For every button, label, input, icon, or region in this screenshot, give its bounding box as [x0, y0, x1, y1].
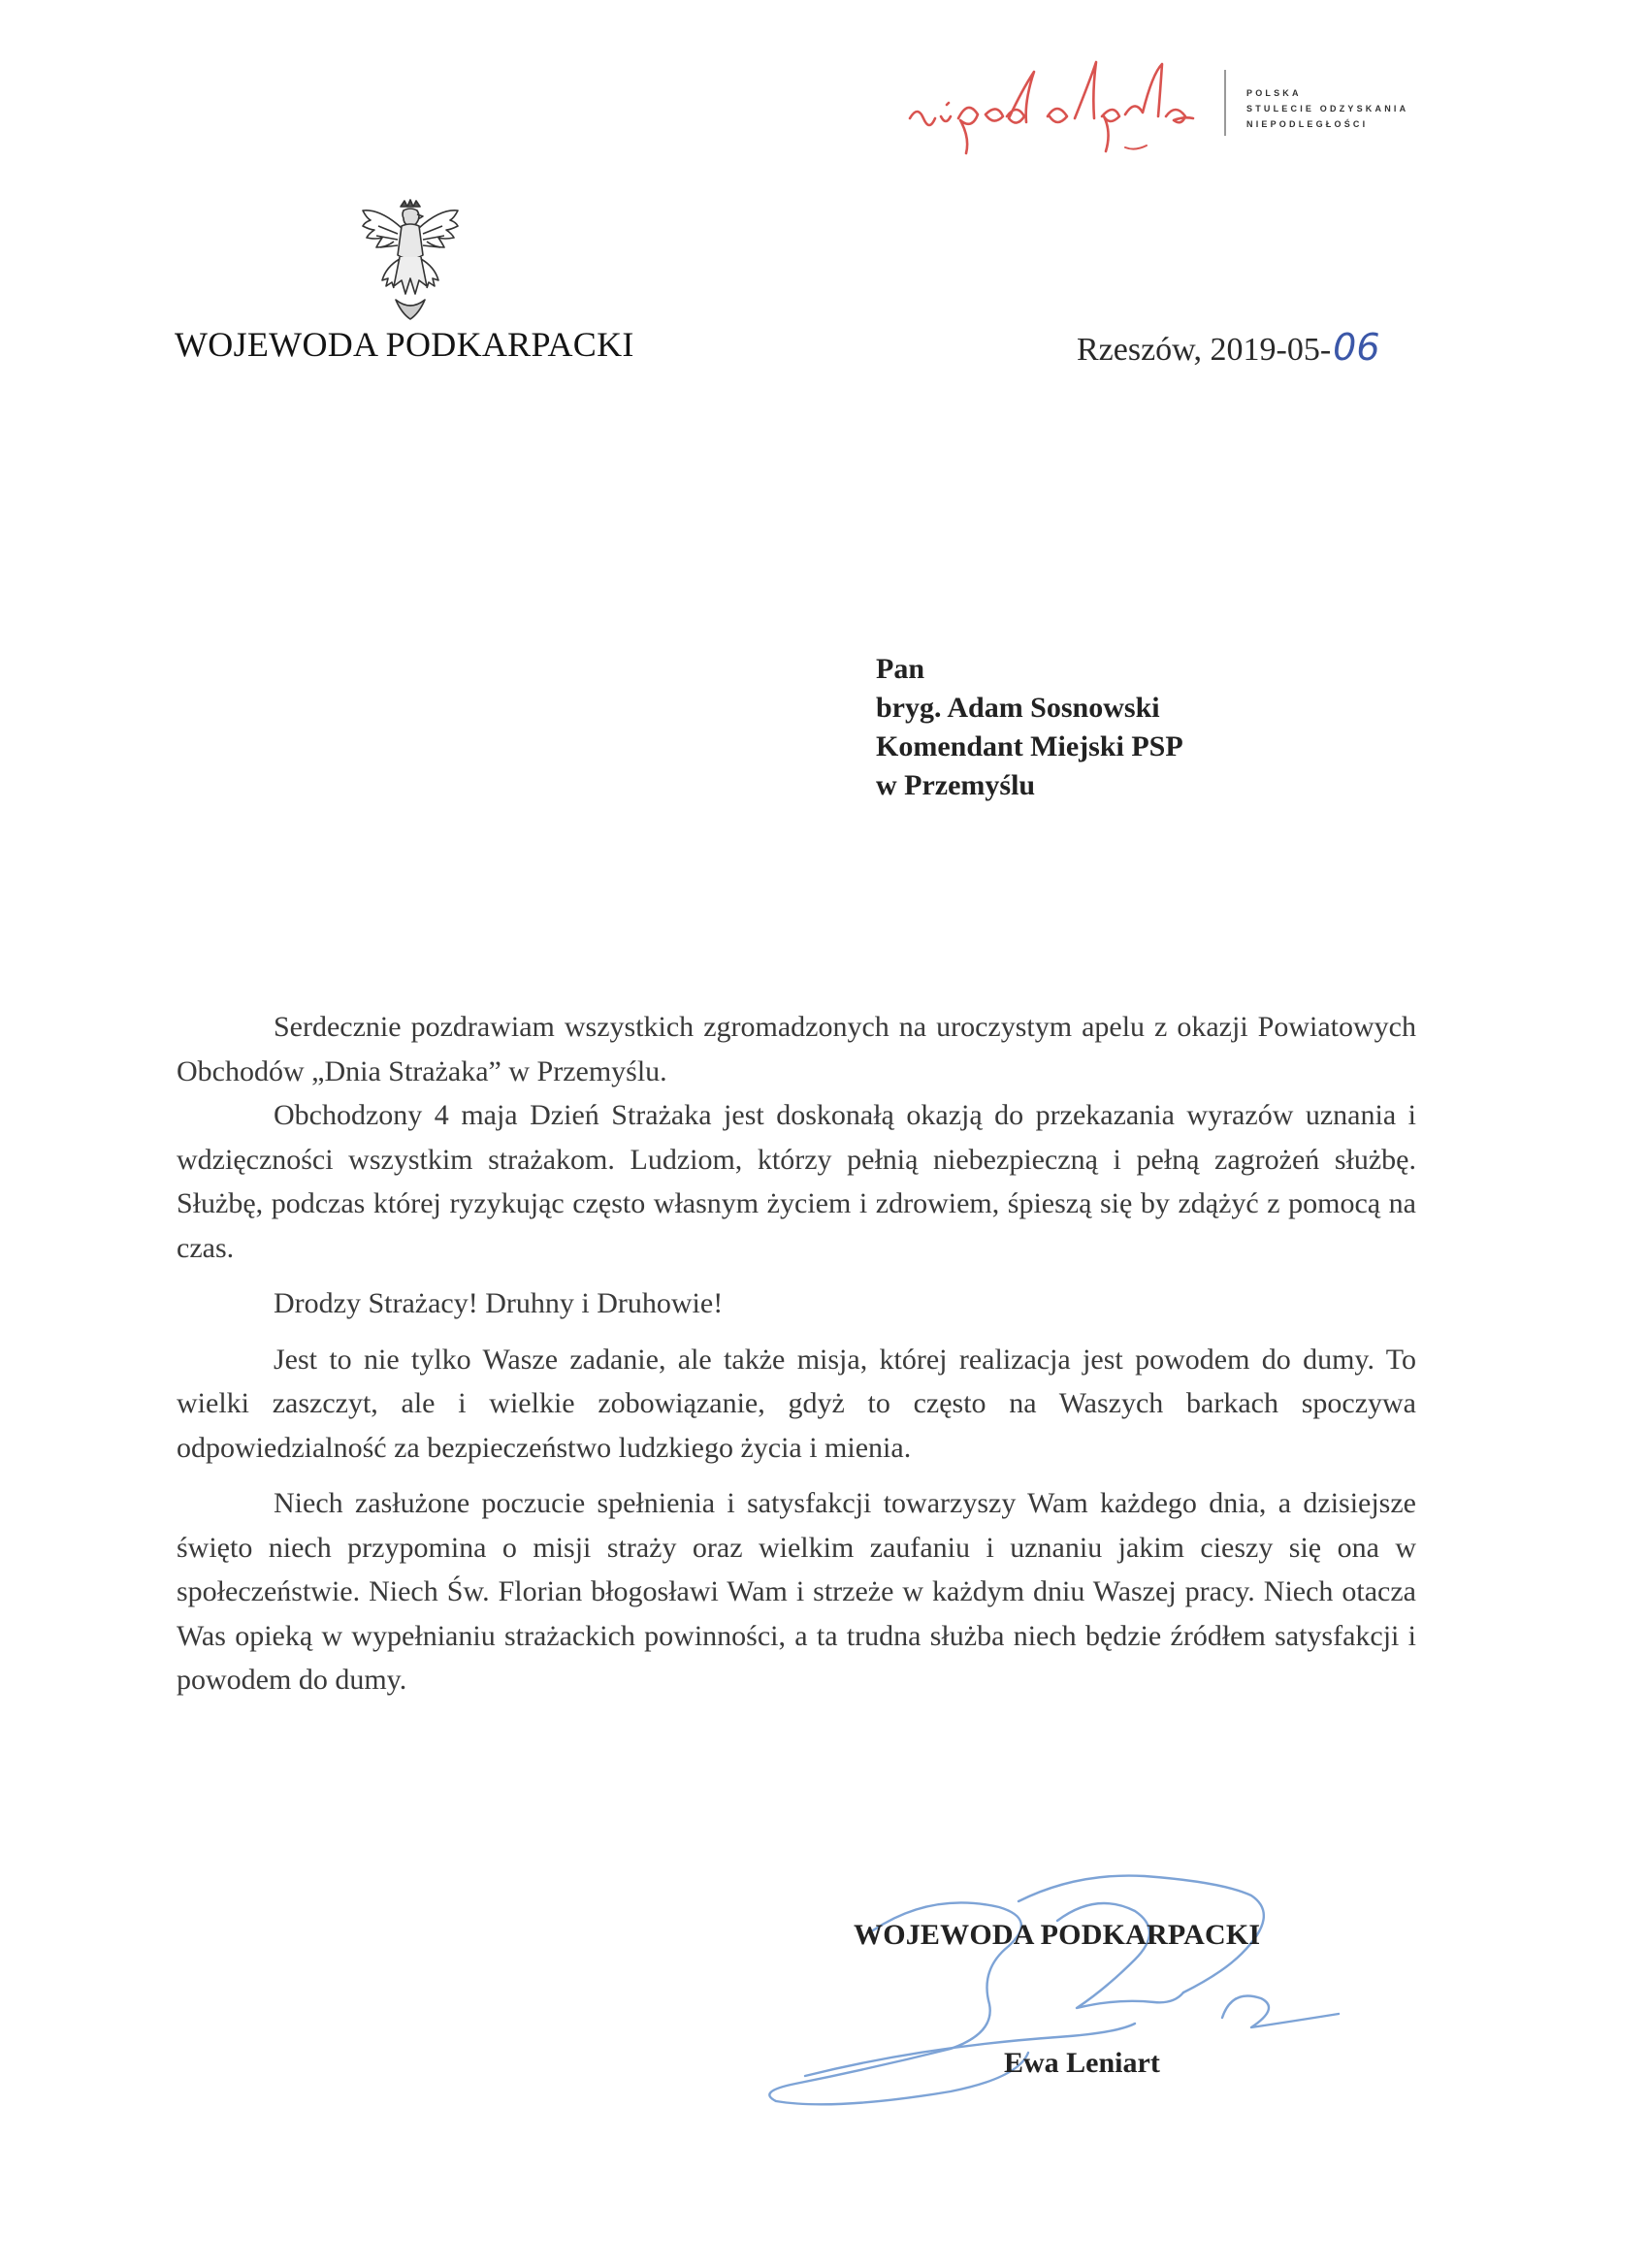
logo-line: STULECIE ODZYSKANIA	[1246, 104, 1409, 113]
logo-line: NIEPODLEGŁOŚCI	[1246, 119, 1369, 129]
niepodlegla-logo-script	[902, 58, 1222, 165]
letter-body	[177, 1005, 1416, 1702]
polish-eagle-emblem-icon	[359, 199, 462, 323]
signatory-name: Ewa Leniart	[1004, 2047, 1160, 2079]
letter-date	[1077, 326, 1380, 369]
addressee-line: Komendant Miejski PSP	[876, 730, 1183, 762]
body-paragraph: Obchodzony 4 maja Dzień Strażaka jest doskonałą okazją do przekazania wyrazów uznania i wdzięczności wszystkim strażakom. Ludziom, którzy pełnią niebezpieczną i pełną zagrożeń służbę. Służbę, podczas której ryzykując często własnym życiem i zdrowiem, śpieszą się by zdążyć z pomocą na czas.	[177, 1099, 1416, 1264]
addressee-block	[876, 650, 1183, 805]
addressee-line: Pan	[876, 653, 925, 685]
office-title: WOJEWODA PODKARPACKI	[175, 325, 634, 364]
date-printed: Rzeszów, 2019-05-	[1077, 332, 1332, 368]
addressee-line: w Przemyślu	[876, 769, 1036, 801]
body-paragraph: Serdecznie pozdrawiam wszystkich zgromadzonych na uroczystym apelu z okazji Powiatowych Obchodów „Dnia Strażaka” w Przemyślu.	[177, 1011, 1416, 1087]
logo-divider	[1224, 70, 1226, 136]
signatory-title: WOJEWODA PODKARPACKI	[854, 1919, 1261, 1951]
body-paragraph: Jest to nie tylko Wasze zadanie, ale także misja, której realizacja jest powodem do dumy. To wielki zaszczyt, ale i wielkie zobowiązanie, gdyż to często na Waszych barkach spoczywa odpowiedzialność za bezpieczeństwo ludzkiego życia i mienia.	[177, 1343, 1416, 1464]
centenary-logo-text	[1246, 85, 1408, 132]
body-paragraph: Niech zasłużone poczucie spełnienia i satysfakcji towarzyszy Wam każdego dnia, a dzisiejsze święto niech przypomina o misji straży oraz wielkim zaufaniu i uznaniu jakim cieszy się ona w społeczeństwie. Niech Św. Florian błogosławi Wam i strzeże w każdym dniu Waszej pracy. Niech otacza Was opieką w wypełnianiu strażackich powinności, a ta trudna służba niech będzie źródłem satysfakcji i powodem do dumy.	[177, 1487, 1416, 1696]
date-handwritten: 06	[1333, 326, 1380, 369]
logo-line: POLSKA	[1246, 88, 1302, 98]
body-paragraph: Drodzy Strażacy! Druhny i Druhowie!	[274, 1287, 724, 1319]
addressee-line: bryg. Adam Sosnowski	[876, 692, 1160, 724]
